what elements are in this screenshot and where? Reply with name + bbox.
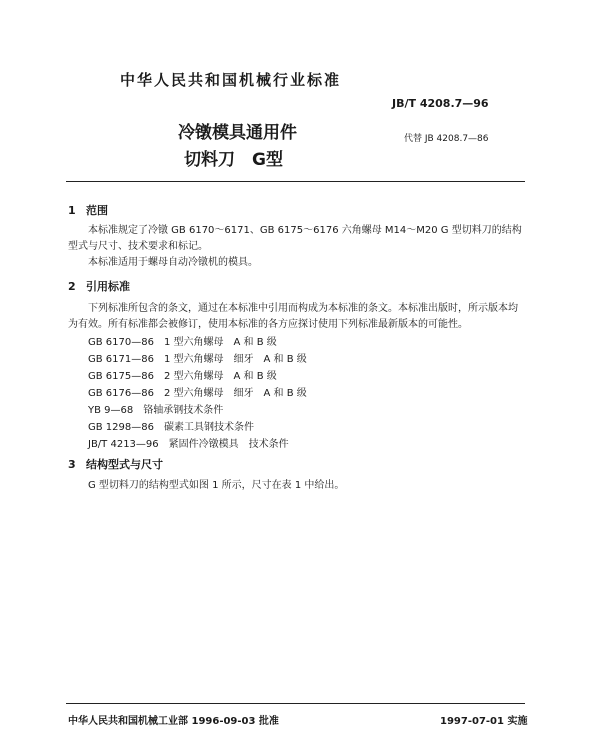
standard-code: JB/T 4208.7—96 bbox=[392, 97, 489, 110]
reference-item: YB 9—68 铬轴承钢技术条件 bbox=[88, 405, 224, 416]
header-divider bbox=[66, 181, 525, 182]
reference-item: GB 6175—86 2 型六角螺母 A 和 B 级 bbox=[88, 371, 277, 382]
reference-item: JB/T 4213—96 紧固件冷镦模具 技术条件 bbox=[88, 439, 289, 450]
section-number: 1 bbox=[68, 204, 76, 217]
approval-line: 中华人民共和国机械工业部 1996-09-03 批准 bbox=[68, 716, 279, 727]
section-title: 范围 bbox=[86, 204, 108, 217]
section-3-paragraph-1: G 型切料刀的结构型式如图 1 所示，尺寸在表 1 中给出。 bbox=[88, 480, 345, 491]
section-title: 结构型式与尺寸 bbox=[86, 458, 163, 471]
reference-item: GB 6176—86 2 型六角螺母 细牙 A 和 B 级 bbox=[88, 388, 307, 399]
section-1-paragraph-1: 本标准规定了冷镦 GB 6170～6171、GB 6175～6176 六角螺母 M14～M20 G 型切料刀的结构型式与尺寸、技术要求和标记。 bbox=[68, 225, 522, 252]
section-1-paragraph-2: 本标准适用于螺母自动冷镦机的模具。 bbox=[88, 257, 258, 268]
section-2-heading bbox=[68, 278, 130, 294]
footer-divider bbox=[66, 703, 525, 704]
section-2-paragraph-1: 下列标准所包含的条文，通过在本标准中引用而构成为本标准的条文。本标准出版时，所示版本均为有效。所有标准都会被修订，使用本标准的各方应探讨使用下列标准最新版本的可能性。 bbox=[68, 303, 518, 330]
reference-item: GB 6171—86 1 型六角螺母 细牙 A 和 B 级 bbox=[88, 354, 307, 365]
implementation-date: 1997-07-01 实施 bbox=[440, 716, 528, 727]
reference-item: GB 6170—86 1 型六角螺母 A 和 B 级 bbox=[88, 337, 277, 348]
standard-header-title: 中华人民共和国机械行业标准 bbox=[120, 71, 342, 89]
section-title: 引用标准 bbox=[86, 280, 130, 293]
replaces-note: 代替 JB 4208.7—86 bbox=[404, 134, 489, 144]
section-3-heading bbox=[68, 456, 163, 472]
section-1-heading bbox=[68, 202, 108, 218]
document-subtitle: 切料刀 G型 bbox=[184, 150, 283, 170]
document-title: 冷镦模具通用件 bbox=[178, 123, 297, 143]
reference-item: GB 1298—86 碳素工具钢技术条件 bbox=[88, 422, 254, 433]
section-number: 2 bbox=[68, 280, 76, 293]
section-number: 3 bbox=[68, 458, 76, 471]
